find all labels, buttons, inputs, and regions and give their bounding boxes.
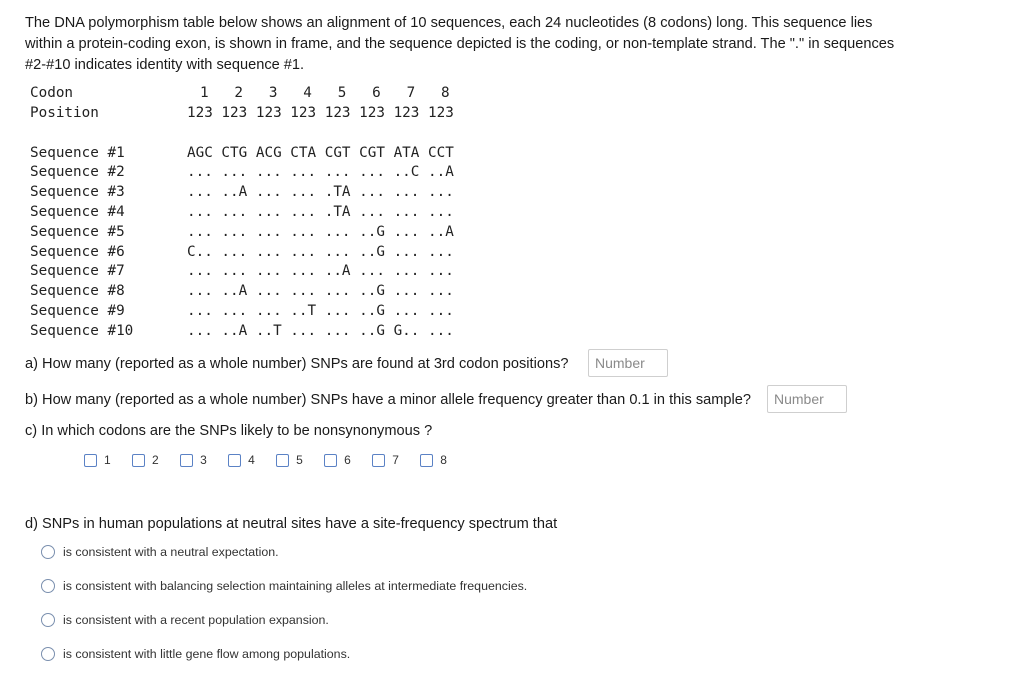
position-label: Position (30, 104, 99, 121)
sequence-value: ... ... ... ... .TA ... ... ... (187, 203, 454, 220)
position-header-row (30, 104, 454, 124)
codon-numbers: 1 2 3 4 5 6 7 8 (200, 85, 450, 101)
question-b-number-input[interactable] (767, 385, 847, 413)
radio-option-little-gene-flow[interactable]: is consistent with little gene flow among populations. (41, 647, 350, 661)
sequence-label: Sequence #10 (30, 322, 134, 339)
question-d-text: d) SNPs in human populations at neutral sites have a site-frequency spectrum that (25, 516, 558, 532)
polymorphism-table (30, 84, 454, 342)
table-row (30, 163, 454, 183)
sequence-label: Sequence #7 (30, 263, 125, 280)
radio-option-neutral[interactable]: is consistent with a neutral expectation. (41, 545, 279, 559)
sequence-label: Sequence #9 (30, 302, 125, 319)
sequence-value: ... ..A ..T ... ... ..G G.. ... (187, 322, 454, 339)
table-row (30, 203, 454, 223)
checkbox-icon[interactable] (228, 454, 241, 467)
codon-checkbox-8[interactable]: 8 (420, 453, 447, 467)
codon-checkbox-1[interactable]: 1 (84, 453, 111, 467)
sequence-label: Sequence #8 (30, 283, 125, 300)
sequence-label: Sequence #2 (30, 164, 125, 181)
sequence-value: ... ..A ... ... .TA ... ... ... (187, 184, 454, 201)
sequence-label: Sequence #3 (30, 184, 125, 201)
radio-icon[interactable] (41, 579, 55, 593)
radio-option-population-expansion[interactable]: is consistent with a recent population expansion. (41, 613, 329, 627)
checkbox-icon[interactable] (180, 454, 193, 467)
intro-text: The DNA polymorphism table below shows an alignment of 10 sequences, each 24 nucleotides (8 codons) long. This sequence lies within a protein-coding exon, is shown in frame, and the sequence depicted is the coding, or non-template strand. The "." in sequences #2-#10 indicates identity with sequence #1. (25, 15, 895, 73)
sequence-value: ... ... ... ... ..A ... ... ... (187, 263, 454, 280)
question-a-number-input[interactable] (588, 349, 668, 377)
table-row (30, 282, 454, 302)
sequence-value: AGC CTG ACG CTA CGT CGT ATA CCT (187, 144, 454, 161)
sequence-value: C.. ... ... ... ... ..G ... ... (187, 243, 454, 260)
sequence-value: ... ... ... ... ... ..G ... ..A (187, 223, 454, 240)
radio-icon[interactable] (41, 545, 55, 559)
question-b-text: b) How many (reported as a whole number) SNPs have a minor allele frequency greater than 0.1 in this sample? (25, 392, 751, 408)
question-c-text: c) In which codons are the SNPs likely to be nonsynonymous ? (25, 423, 433, 439)
radio-option-balancing-selection[interactable]: is consistent with balancing selection maintaining alleles at intermediate frequencies. (41, 579, 527, 593)
table-row (30, 144, 454, 164)
question-a-text: a) How many (reported as a whole number) SNPs are found at 3rd codon positions? (25, 356, 569, 372)
sequence-value: ... ..A ... ... ... ..G ... ... (187, 283, 454, 300)
checkbox-icon[interactable] (420, 454, 433, 467)
codon-checkbox-group (84, 453, 465, 470)
radio-icon[interactable] (41, 647, 55, 661)
sequence-label: Sequence #5 (30, 223, 125, 240)
table-row (30, 223, 454, 243)
sequence-label: Sequence #4 (30, 203, 125, 220)
sequence-label: Sequence #1 (30, 144, 125, 161)
codon-checkbox-4[interactable]: 4 (228, 453, 255, 467)
checkbox-icon[interactable] (84, 454, 97, 467)
table-row (30, 243, 454, 263)
table-row (30, 183, 454, 203)
codon-checkbox-2[interactable]: 2 (132, 453, 159, 467)
codon-checkbox-5[interactable]: 5 (276, 453, 303, 467)
table-row (30, 302, 454, 322)
table-row (30, 322, 454, 342)
codon-checkbox-7[interactable]: 7 (372, 453, 399, 467)
codon-label: Codon (30, 85, 74, 101)
position-values: 123 123 123 123 123 123 123 123 (187, 104, 454, 121)
sequence-label: Sequence #6 (30, 243, 125, 260)
checkbox-icon[interactable] (372, 454, 385, 467)
sequence-value: ... ... ... ..T ... ..G ... ... (187, 302, 454, 319)
checkbox-icon[interactable] (132, 454, 145, 467)
codon-checkbox-3[interactable]: 3 (180, 453, 207, 467)
sequence-value: ... ... ... ... ... ... ..C ..A (187, 164, 454, 181)
codon-checkbox-6[interactable]: 6 (324, 453, 351, 467)
table-row (30, 262, 454, 282)
codon-header-row (30, 84, 454, 104)
checkbox-icon[interactable] (324, 454, 337, 467)
radio-icon[interactable] (41, 613, 55, 627)
checkbox-icon[interactable] (276, 454, 289, 467)
